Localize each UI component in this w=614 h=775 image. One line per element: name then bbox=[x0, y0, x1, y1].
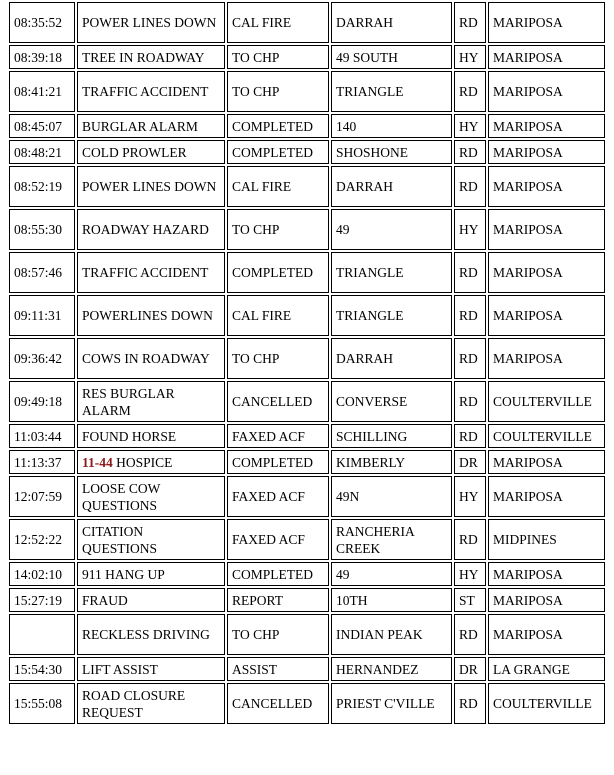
street-type-cell: HY bbox=[454, 45, 486, 69]
disposition-cell: COMPLETED bbox=[227, 114, 329, 138]
call-type-cell: TRAFFIC ACCIDENT bbox=[77, 252, 225, 293]
street-type-cell: ST bbox=[454, 588, 486, 612]
location-cell: 140 bbox=[331, 114, 452, 138]
time-cell: 08:41:21 bbox=[9, 71, 75, 112]
disposition-cell: CANCELLED bbox=[227, 683, 329, 724]
time-cell: 14:02:10 bbox=[9, 562, 75, 586]
location-cell: SHOSHONE bbox=[331, 140, 452, 164]
location-cell: SCHILLING bbox=[331, 424, 452, 448]
call-type-cell: RES BURGLAR ALARM bbox=[77, 381, 225, 422]
time-cell: 08:39:18 bbox=[9, 45, 75, 69]
table-row bbox=[9, 657, 605, 681]
call-code: 11-44 bbox=[82, 454, 113, 470]
table-row bbox=[9, 614, 605, 655]
city-cell: MARIPOSA bbox=[488, 114, 605, 138]
street-type-cell: HY bbox=[454, 562, 486, 586]
location-cell: 49 bbox=[331, 562, 452, 586]
call-type-cell: ROADWAY HAZARD bbox=[77, 209, 225, 250]
street-type-cell: RD bbox=[454, 381, 486, 422]
call-type-cell: COLD PROWLER bbox=[77, 140, 225, 164]
city-cell: MARIPOSA bbox=[488, 71, 605, 112]
street-type-cell: RD bbox=[454, 295, 486, 336]
street-type-cell: HY bbox=[454, 476, 486, 517]
city-cell: MARIPOSA bbox=[488, 614, 605, 655]
table-row bbox=[9, 519, 605, 560]
time-cell: 11:13:37 bbox=[9, 450, 75, 474]
time-cell: 08:55:30 bbox=[9, 209, 75, 250]
location-cell: CONVERSE bbox=[331, 381, 452, 422]
location-cell: 49 bbox=[331, 209, 452, 250]
street-type-cell: RD bbox=[454, 683, 486, 724]
time-cell: 09:49:18 bbox=[9, 381, 75, 422]
disposition-cell: REPORT bbox=[227, 588, 329, 612]
city-cell: LA GRANGE bbox=[488, 657, 605, 681]
city-cell: MARIPOSA bbox=[488, 562, 605, 586]
location-cell: KIMBERLY bbox=[331, 450, 452, 474]
table-row bbox=[9, 683, 605, 724]
call-type-cell: LOOSE COW QUESTIONS bbox=[77, 476, 225, 517]
city-cell: MARIPOSA bbox=[488, 166, 605, 207]
disposition-cell: TO CHP bbox=[227, 45, 329, 69]
location-cell: TRIANGLE bbox=[331, 295, 452, 336]
street-type-cell: DR bbox=[454, 450, 486, 474]
time-cell: 08:45:07 bbox=[9, 114, 75, 138]
call-type-cell: ROAD CLOSURE REQUEST bbox=[77, 683, 225, 724]
disposition-cell: CANCELLED bbox=[227, 381, 329, 422]
city-cell: MARIPOSA bbox=[488, 2, 605, 43]
street-type-cell: RD bbox=[454, 614, 486, 655]
time-cell: 08:35:52 bbox=[9, 2, 75, 43]
disposition-cell: TO CHP bbox=[227, 338, 329, 379]
call-log-table bbox=[7, 0, 607, 726]
time-cell: 15:55:08 bbox=[9, 683, 75, 724]
street-type-cell: RD bbox=[454, 424, 486, 448]
location-cell: PRIEST C'VILLE bbox=[331, 683, 452, 724]
street-type-cell: HY bbox=[454, 209, 486, 250]
table-row bbox=[9, 588, 605, 612]
time-cell: 15:54:30 bbox=[9, 657, 75, 681]
call-type-cell: TRAFFIC ACCIDENT bbox=[77, 71, 225, 112]
disposition-cell: CAL FIRE bbox=[227, 295, 329, 336]
time-cell bbox=[9, 614, 75, 655]
call-type-cell: LIFT ASSIST bbox=[77, 657, 225, 681]
location-cell: DARRAH bbox=[331, 2, 452, 43]
time-cell: 09:36:42 bbox=[9, 338, 75, 379]
table-row bbox=[9, 338, 605, 379]
call-log-body bbox=[9, 2, 605, 724]
location-cell: DARRAH bbox=[331, 166, 452, 207]
street-type-cell: RD bbox=[454, 71, 486, 112]
city-cell: MARIPOSA bbox=[488, 588, 605, 612]
location-cell: INDIAN PEAK bbox=[331, 614, 452, 655]
table-row bbox=[9, 476, 605, 517]
location-cell: RANCHERIA CREEK bbox=[331, 519, 452, 560]
table-row bbox=[9, 166, 605, 207]
city-cell: COULTERVILLE bbox=[488, 683, 605, 724]
call-type-cell: COWS IN ROADWAY bbox=[77, 338, 225, 379]
table-row bbox=[9, 295, 605, 336]
disposition-cell: FAXED ACF bbox=[227, 424, 329, 448]
street-type-cell: RD bbox=[454, 166, 486, 207]
disposition-cell: TO CHP bbox=[227, 209, 329, 250]
city-cell: MARIPOSA bbox=[488, 450, 605, 474]
disposition-cell: COMPLETED bbox=[227, 450, 329, 474]
call-type-cell: POWER LINES DOWN bbox=[77, 166, 225, 207]
city-cell: MARIPOSA bbox=[488, 338, 605, 379]
table-row bbox=[9, 71, 605, 112]
location-cell: DARRAH bbox=[331, 338, 452, 379]
city-cell: MARIPOSA bbox=[488, 252, 605, 293]
table-row bbox=[9, 209, 605, 250]
street-type-cell: RD bbox=[454, 519, 486, 560]
disposition-cell: FAXED ACF bbox=[227, 519, 329, 560]
table-row bbox=[9, 252, 605, 293]
disposition-cell: COMPLETED bbox=[227, 562, 329, 586]
location-cell: TRIANGLE bbox=[331, 71, 452, 112]
time-cell: 08:57:46 bbox=[9, 252, 75, 293]
call-type-cell: CITATION QUESTIONS bbox=[77, 519, 225, 560]
table-row bbox=[9, 2, 605, 43]
table-row bbox=[9, 562, 605, 586]
city-cell: COULTERVILLE bbox=[488, 381, 605, 422]
call-type-cell: FRAUD bbox=[77, 588, 225, 612]
city-cell: MARIPOSA bbox=[488, 45, 605, 69]
time-cell: 08:48:21 bbox=[9, 140, 75, 164]
disposition-cell: TO CHP bbox=[227, 71, 329, 112]
city-cell: MARIPOSA bbox=[488, 295, 605, 336]
table-row bbox=[9, 381, 605, 422]
table-row bbox=[9, 424, 605, 448]
table-row bbox=[9, 450, 605, 474]
time-cell: 11:03:44 bbox=[9, 424, 75, 448]
disposition-cell: COMPLETED bbox=[227, 252, 329, 293]
disposition-cell: CAL FIRE bbox=[227, 166, 329, 207]
street-type-cell: RD bbox=[454, 140, 486, 164]
location-cell: TRIANGLE bbox=[331, 252, 452, 293]
city-cell: MARIPOSA bbox=[488, 140, 605, 164]
city-cell: COULTERVILLE bbox=[488, 424, 605, 448]
street-type-cell: DR bbox=[454, 657, 486, 681]
call-type-cell: FOUND HORSE bbox=[77, 424, 225, 448]
disposition-cell: COMPLETED bbox=[227, 140, 329, 164]
call-type-cell: TREE IN ROADWAY bbox=[77, 45, 225, 69]
location-cell: HERNANDEZ bbox=[331, 657, 452, 681]
time-cell: 09:11:31 bbox=[9, 295, 75, 336]
call-type-cell: BURGLAR ALARM bbox=[77, 114, 225, 138]
table-row bbox=[9, 140, 605, 164]
disposition-cell: ASSIST bbox=[227, 657, 329, 681]
call-type-cell bbox=[77, 450, 225, 474]
time-cell: 15:27:19 bbox=[9, 588, 75, 612]
street-type-cell: RD bbox=[454, 252, 486, 293]
city-cell: MARIPOSA bbox=[488, 209, 605, 250]
location-cell: 10TH bbox=[331, 588, 452, 612]
call-type-cell: POWER LINES DOWN bbox=[77, 2, 225, 43]
call-type-cell: POWERLINES DOWN bbox=[77, 295, 225, 336]
time-cell: 08:52:19 bbox=[9, 166, 75, 207]
disposition-cell: FAXED ACF bbox=[227, 476, 329, 517]
disposition-cell: TO CHP bbox=[227, 614, 329, 655]
street-type-cell: RD bbox=[454, 2, 486, 43]
time-cell: 12:52:22 bbox=[9, 519, 75, 560]
street-type-cell: RD bbox=[454, 338, 486, 379]
city-cell: MARIPOSA bbox=[488, 476, 605, 517]
city-cell: MIDPINES bbox=[488, 519, 605, 560]
table-row bbox=[9, 114, 605, 138]
disposition-cell: CAL FIRE bbox=[227, 2, 329, 43]
call-type-cell: RECKLESS DRIVING bbox=[77, 614, 225, 655]
street-type-cell: HY bbox=[454, 114, 486, 138]
call-text: HOSPICE bbox=[116, 454, 173, 470]
location-cell: 49 SOUTH bbox=[331, 45, 452, 69]
table-row bbox=[9, 45, 605, 69]
call-type-cell: 911 HANG UP bbox=[77, 562, 225, 586]
time-cell: 12:07:59 bbox=[9, 476, 75, 517]
location-cell: 49N bbox=[331, 476, 452, 517]
